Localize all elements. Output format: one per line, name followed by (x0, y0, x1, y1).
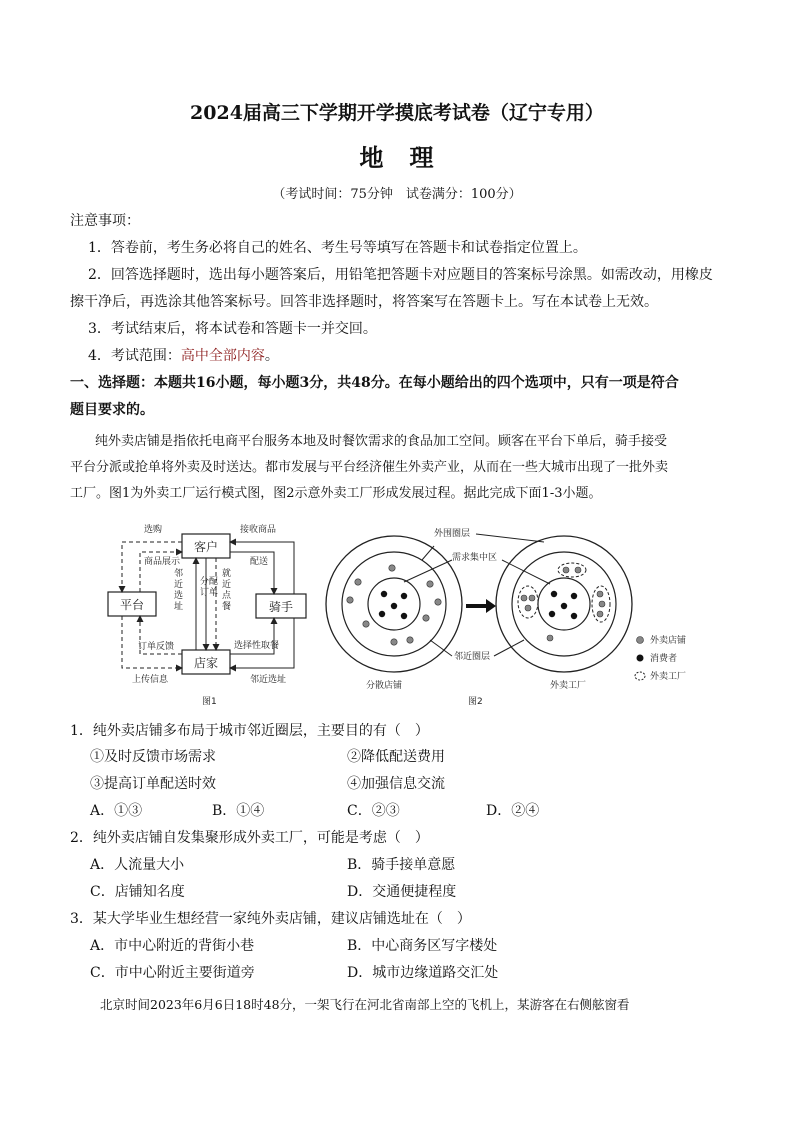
question-2-stem: 2．纯外卖店铺自发集聚形成外卖工厂，可能是考虑（ ） (70, 830, 429, 846)
label-nearby-pick: 邻近选址 (250, 675, 287, 685)
label-v1-text: 邻 (174, 569, 184, 579)
legend-shop-swatch (637, 637, 644, 644)
note-item-4-suffix: 。 (264, 348, 279, 364)
label-v2: 分配订单 (200, 577, 219, 598)
process-arrow (466, 599, 496, 613)
note-item-1: 1．答卷前，考生务必将自己的姓名、考生号等填写在答题卡和试卷指定位置上。 (88, 240, 587, 256)
right-consumers (549, 591, 577, 619)
section-heading: 一、选择题：本题共16小题，每小题3分，共48分。在每小题给出的四个选项中，只有一项是符合 (70, 375, 679, 391)
material-line-3: 工厂。图1为外卖工厂运行模式图，图2示意外卖工厂形成发展过程。据此完成下面1-3小题。 (70, 486, 602, 501)
label-v1: 邻近选址 (174, 569, 184, 612)
figures (104, 516, 704, 712)
q1-option-d[interactable]: D．②④ (486, 803, 540, 819)
material-line-1: 纯外卖店铺是指依托电商平台服务本地及时餐饮需求的食品加工空间。顾客在平台下单后，骑手接受 (95, 434, 668, 449)
node-rider: 骑手 (268, 600, 294, 614)
label-factory: 外卖工厂 (550, 681, 587, 691)
legend-factory-swatch (635, 672, 645, 680)
label-v3: 就近点餐 (222, 569, 232, 612)
question-1-stem: 1．纯外卖店铺多布局于城市邻近圈层，主要目的有（ ） (70, 723, 429, 739)
question-3-stem: 3．某大学毕业生想经营一家纯外卖店铺，建议店铺选址在（ ） (70, 911, 471, 927)
node-customer: 客户 (193, 540, 219, 554)
left-consumers (379, 591, 407, 619)
leader-demand-right (502, 560, 550, 584)
leader-near-right (494, 640, 524, 656)
figure-1-caption: 图1 (202, 697, 217, 707)
label-pick: 选择性取餐 (234, 641, 280, 651)
note-item-4 (88, 346, 279, 366)
q1-option-c[interactable]: C．②③ (347, 803, 400, 819)
q1-option-a[interactable]: A．①③ (90, 803, 143, 819)
leader-outer (422, 546, 434, 560)
material-line-2: 平台分派或抢单将外卖及时送达。都市发展与平台经济催生外卖产业，从而在一些大城市出现了一批外卖 (70, 460, 669, 475)
paper-title: 2024届高三下学期开学摸底考试卷（辽宁专用） (190, 102, 604, 124)
q2-option-c[interactable]: C．店铺知名度 (90, 884, 185, 900)
notes-heading: 注意事项： (70, 213, 140, 229)
q1-statement-2: ②降低配送费用 (347, 749, 445, 765)
edge-select (122, 542, 182, 592)
label-outer: 外围圈层 (434, 529, 471, 539)
leader-demand (404, 560, 452, 582)
figure-2 (326, 527, 686, 707)
note-item-2: 2．回答选择题时，选出每小题答案后，用铅笔把答题卡对应题目的答案标号涂黑。如需改动，用橡皮 (88, 267, 713, 283)
q1-statement-3: ③提高订单配送时效 (90, 776, 216, 792)
section-heading-cont: 题目要求的。 (70, 402, 154, 418)
q2-option-a[interactable]: A．人流量大小 (90, 857, 185, 873)
label-demand: 需求集中区 (452, 553, 498, 563)
label-scattered: 分散店铺 (366, 681, 403, 691)
note-item-3: 3．考试结束后，将本试卷和答题卡一并交回。 (88, 321, 377, 337)
q1-option-b[interactable]: B．①④ (212, 803, 265, 819)
node-platform: 平台 (119, 598, 145, 612)
legend-consumer-swatch (637, 655, 644, 662)
label-upload: 上传信息 (132, 675, 169, 685)
q3-option-c[interactable]: C．市中心附近主要街道旁 (90, 965, 255, 981)
label-receive: 接收商品 (240, 525, 277, 535)
figure-1 (108, 523, 306, 707)
q3-option-b[interactable]: B．中心商务区写字楼处 (347, 938, 498, 954)
figure-2-caption: 图2 (468, 697, 483, 707)
exam-time-info: （考试时间：75分钟 试卷满分：100分） (272, 187, 522, 202)
edge-receive (230, 542, 294, 594)
label-feedback: 订单反馈 (138, 642, 175, 652)
next-material-line: 北京时间2023年6月6日18时48分，一架飞行在河北省南部上空的飞机上，某游客在右侧舷窗看 (100, 997, 630, 1012)
label-display: 商品展示 (144, 557, 181, 567)
q2-option-b[interactable]: B．骑手接单意愿 (347, 857, 456, 873)
q2-option-d[interactable]: D．交通便捷程度 (347, 884, 457, 900)
node-shop: 店家 (193, 656, 219, 670)
q3-option-a[interactable]: A．市中心附近的背街小巷 (90, 938, 255, 954)
note-item-4-prefix: 4．考试范围： (88, 348, 181, 364)
q1-statement-4: ④加强信息交流 (347, 776, 445, 792)
q1-statement-1: ①及时反馈市场需求 (90, 749, 216, 765)
subject-title: 地 理 (359, 143, 435, 172)
leader-outer-right (476, 534, 544, 542)
q3-option-d[interactable]: D．城市边缘道路交汇处 (347, 965, 499, 981)
label-deliver: 配送 (250, 557, 269, 567)
label-near: 邻近圈层 (454, 652, 491, 662)
note-item-2-cont: 擦干净后，再选涂其他答案标号。回答非选择题时，将答案写在答题卡上。写在本试卷上无效。 (70, 294, 658, 310)
legend-consumer: 消费者 (650, 654, 678, 664)
legend-shop: 外卖店铺 (650, 636, 687, 646)
exam-scope: 高中全部内容 (180, 348, 265, 364)
legend-factory: 外卖工厂 (650, 672, 687, 682)
label-select: 选购 (144, 525, 163, 535)
